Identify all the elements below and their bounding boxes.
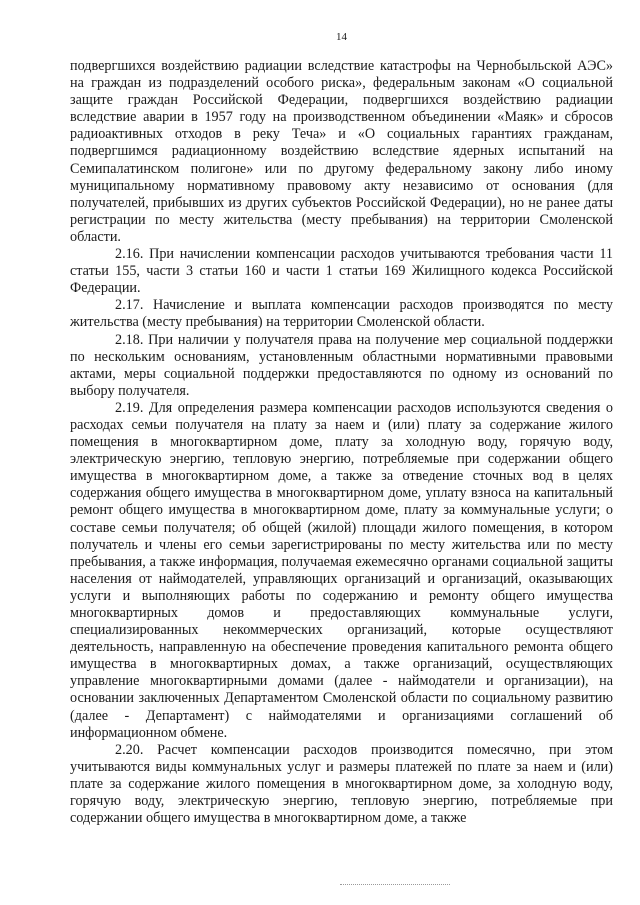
scan-artifact-line: [340, 884, 450, 885]
paragraph-2-19: 2.19. Для определения размера компенсации расходов используются сведения о расходах семьи получателя на плату за наем и (или) плату за содержание жилого помещения в многоквартирном доме, плату за холодную воду, горячую воду, электрическую энергию, тепловую энергию, потребляемые при содержании общего имущества в многоквартирном доме, а также за отведение сточных вод в целях содержания общего имущества в многоквартирном доме, уплату взноса на капитальный ремонт общего имущества в многоквартирном доме, плату за коммунальные услуги; о составе семьи получателя; об общей (жилой) площади жилого помещения, в котором получатель и члены его семьи зарегистрированы по месту жительства или по месту пребывания, а также информация, получаемая ежемесячно органами социальной защиты населения от наймодателей, управляющих организаций и организаций, оказывающих услуги и выполняющих работы по содержанию и ремонту общего имущества многоквартирных домов и предоставляющих коммунальные услуги, специализированных некоммерческих организаций, которые осуществляют деятельность, направленную на обеспечение проведения капитального ремонта общего имущества в многоквартирных домах, а также организаций, осуществляющих управление многоквартирными домами (далее - наймодатели и организации), на основании заключенных Департаментом Смоленской области по социальному развитию (далее - Департамент) с наймодателями и организациями соглашений об информационном обмене.: [70, 399, 613, 741]
paragraph-continuation: подвергшихся воздействию радиации вследствие катастрофы на Чернобыльской АЭС» на граждан из подразделений особого риска», федеральным законам «О социальной защите граждан Российской Федерации, подвергшихся воздействию радиации вследствие аварии в 1957 году на производственном объединении «Маяк» и сбросов радиоактивных отходов в реку Теча» и «О социальных гарантиях гражданам, подвергшимся радиационному воздействию вследствие ядерных испытаний на Семипалатинском полигоне» или по другому федеральному закону либо иному муниципальному нормативному правовому акту независимо от основания (для получателей, прибывших из других субъектов Российской Федерации), но не ранее даты регистрации по месту жительства (месту пребывания) на территории Смоленской области.: [70, 58, 613, 245]
paragraph-2-20: 2.20. Расчет компенсации расходов производится помесячно, при этом учитываются виды коммунальных услуг и размеры платежей по плате за наем и (или) плате за содержание жилого помещения в многоквартирном доме, за холодную воду, горячую воду, электрическую энергию, тепловую энергию, потребляемые при содержании общего имущества в многоквартирном доме, а также: [70, 741, 613, 827]
paragraph-2-17: 2.17. Начисление и выплата компенсации расходов производятся по месту жительства (месту пребывания) на территории Смоленской области.: [70, 297, 613, 331]
document-body: [70, 58, 613, 827]
paragraph-2-16: 2.16. При начислении компенсации расходов учитываются требования части 11 статьи 155, части 3 статьи 160 и части 1 статьи 169 Жилищного кодекса Российской Федерации.: [70, 246, 613, 297]
page-number: 14: [336, 31, 347, 43]
paragraph-2-18: 2.18. При наличии у получателя права на получение мер социальной поддержки по нескольким основаниям, установленным областными нормативными правовыми актами, меры социальной поддержки предоставляются по одному из оснований по выбору получателя.: [70, 331, 613, 399]
